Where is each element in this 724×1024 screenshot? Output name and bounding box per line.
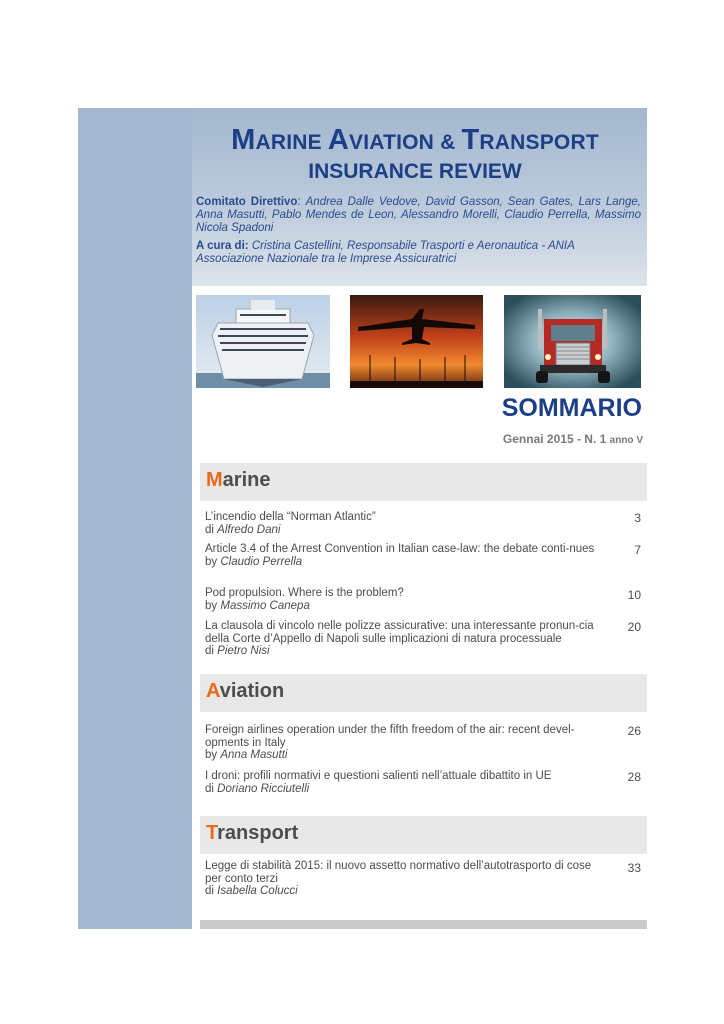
- page-number: 20: [627, 620, 641, 634]
- bottom-divider: [200, 920, 647, 929]
- committee-names: Andrea Dalle Vedove, David Gasson, Sean Gates, Lars Lange, Anna Masutti, Pablo Mendes de Leon, Alessandro Morelli, Claudio Perrella, Massimo Nicola Spadoni: [196, 196, 641, 234]
- page-number: 33: [627, 861, 641, 875]
- airplane-sunset-image: [350, 295, 483, 388]
- sommario-heading: SOMMARIO: [501, 394, 642, 422]
- toc-entry[interactable]: Foreign airlines operation under the fifth freedom of the air: recent devel-opments in Italy by Anna Masutti: [205, 724, 575, 761]
- truck-tunnel-image: [504, 295, 641, 388]
- committee-block: Comitato Direttivo: Andrea Dalle Vedove, David Gasson, Sean Gates, Lars Lange, Anna Masutti, Pablo Mendes de Leon, Alessandro Morelli, Claudio Perrella, Massimo Nicola Spadoni: [196, 196, 641, 234]
- page-subtitle: INSURANCE REVIEW: [308, 160, 522, 183]
- toc-entry[interactable]: Legge di stabilità 2015: il nuovo assetto normativo dell’autotrasporto di cose per conto terzi di Isabella Colucci: [205, 860, 592, 897]
- page-number: 10: [627, 588, 641, 602]
- editor-label: A cura di:: [196, 240, 249, 252]
- page-title: MARINE AVIATION & TRANSPORT: [231, 124, 599, 156]
- cruise-ship-image: [196, 295, 330, 388]
- page-number: 28: [627, 770, 641, 784]
- committee-label: Comitato Direttivo: [196, 196, 298, 208]
- issue-info: Gennai 2015 - N. 1 anno V: [502, 432, 643, 446]
- section-aviation-header: Aviation: [200, 674, 647, 712]
- toc-entry[interactable]: La clausola di vincolo nelle polizze assicurative: una interessante pronun-cia della Corte d’Appello di Napoli sulle implicazioni di natura processuale di Pietro Nisi: [205, 620, 594, 657]
- toc-entry[interactable]: Pod propulsion. Where is the problem? by Massimo Canepa: [205, 587, 404, 612]
- editor-names: Cristina Castellini, Responsabile Trasporti e Aeronautica - ANIA Associazione Nazionale tra le Imprese Assicuratrici: [196, 240, 575, 265]
- page-number: 7: [634, 543, 641, 557]
- left-sidebar: [78, 108, 192, 929]
- editor-block: [196, 240, 641, 266]
- page-number: 26: [627, 724, 641, 738]
- page-number: 3: [634, 511, 641, 525]
- toc-entry[interactable]: L’incendio della “Norman Atlantic” di Alfredo Dani: [205, 511, 376, 536]
- section-transport-header: Transport: [200, 816, 647, 854]
- toc-entry[interactable]: I droni: profili normativi e questioni salienti nell’attuale dibattito in UE di Doriano Ricciutelli: [205, 770, 552, 795]
- toc-entry[interactable]: Article 3.4 of the Arrest Convention in Italian case-law: the debate conti-nues by Claudio Perrella: [205, 543, 595, 568]
- section-marine-header: Marine: [200, 463, 647, 501]
